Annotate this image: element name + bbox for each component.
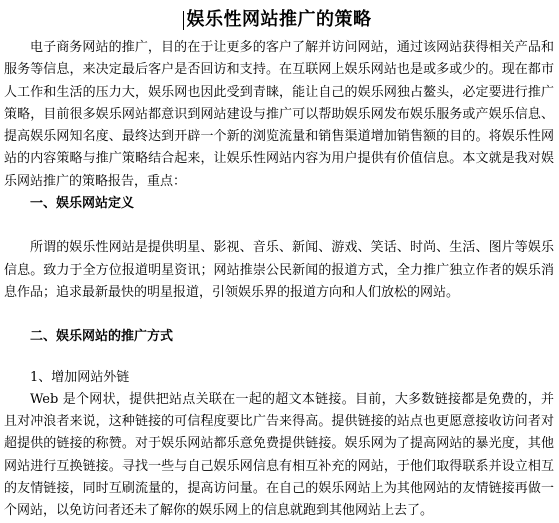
- definition-paragraph: 所谓的娱乐性网站是提供明星、影视、音乐、新闻、游戏、笑话、时尚、生活、图片等娱乐信息。致力于全方位报道明星资讯；网站推崇公民新闻的报道方式，全力推广独立作者的娱乐消息作品；追求最新最快的明星报道，引领娱乐界的报道方向和人们放松的网站。: [4, 240, 554, 300]
- document-title-text: 娱乐性网站推广的策略: [186, 9, 372, 30]
- section-heading-definition: 一、娱乐网站定义: [30, 196, 135, 212]
- subsection-heading-external-links: 1、增加网站外链: [30, 369, 130, 385]
- section-heading-promotion: 二、娱乐网站的推广方式: [30, 329, 174, 345]
- document-title: [187, 8, 372, 32]
- intro-paragraph: 电子商务网站的推广，目的在于让更多的客户了解并访问网站，通过该网站获得相关产品和服务等信息，来决定最后客户是否回访和支持。在互联网上娱乐网站也是或多或少的。现在都市人工作和生活的压力大，娱乐网也因此受到青睐，能让自己的娱乐网独占鳌头，必定要进行推广策略，目前很多娱乐网站都意识到网站建设与推广可以帮助娱乐网发布娱乐服务或产娱乐信息、提高娱乐网知名度、最终达到开辟一个新的浏览流量和销售渠道增加销售额的目的。将娱乐性网站的内容策略与推广策略结合起来，让娱乐性网站内容为用户提供有价值信息。本文就是我对娱乐网站推广的策略报告，重点：: [4, 40, 554, 189]
- text-cursor: [183, 11, 184, 30]
- external-links-paragraph: Web 是个网状，提供把站点关联在一起的超文本链接。目前，大多数链接都是免费的，并且对冲浪者来说，这种链接的可信程度要比广告来得高。提供链接的站点也更愿意接收访问者对超提供的链接的称赞。对于娱乐网站都乐意免费提供链接。娱乐网为了提高网站的暴光度，其他网站进行互换链接。寻找一些与自己娱乐网信息有相互补充的网站，于他们取得联系并设立相互的友情链接，同时互刷流量的，提高访问量。在自己的娱乐网站上为其他网站的友情链接再做一个网站，以免访问者还未了解你的娱乐网上的信息就跑到其他网站上去了。: [4, 391, 554, 519]
- title-row: [4, 8, 554, 32]
